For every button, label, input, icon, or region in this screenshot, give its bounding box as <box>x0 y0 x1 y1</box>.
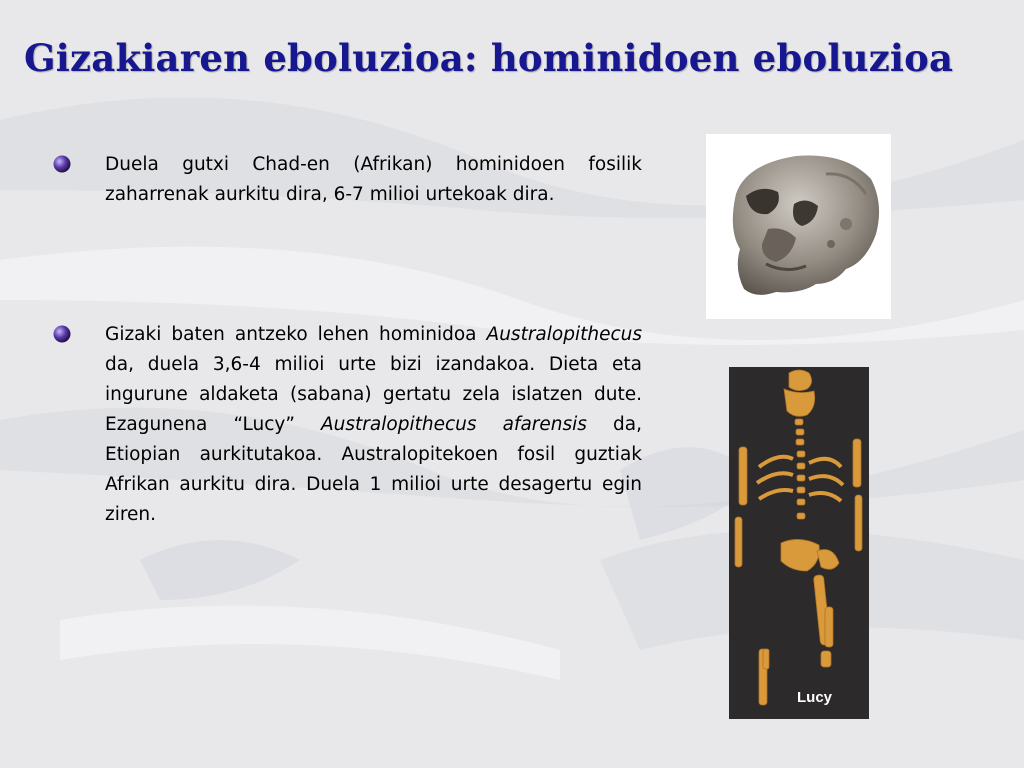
lucy-skeleton-icon <box>729 367 869 719</box>
species-name: Australopithecus afarensis <box>321 414 587 435</box>
purple-sphere-bullet-icon <box>52 324 72 344</box>
bullet-text-part: da, Etiopian aurkitutakoa. Australopitekoen fosil guztiak Afrikan aurkitu dira. Duela 1 milioi urte desagertu egin ziren. <box>105 414 642 525</box>
bullet-text-part: Duela gutxi Chad-en (Afrikan) hominidoen fosilik zaharrenak aurkitu dira, 6-7 milioi urtekoak dira. <box>105 154 642 205</box>
skull-fossil-photo <box>706 134 891 319</box>
bullet-text <box>105 320 642 530</box>
bullet-item-chad-fossils <box>52 150 642 210</box>
bullet-text-part: da, duela 3,6-4 milioi urte bizi izandakoa. Dieta eta ingurune aldaketa (sabana) gertatu zela islatzen dute. Ezagunena “Lucy” <box>105 354 642 435</box>
purple-sphere-bullet-icon <box>52 154 72 174</box>
bullet-text-part: Gizaki baten antzeko lehen hominidoa <box>105 324 487 345</box>
skull-fossil-icon <box>706 134 891 319</box>
slide-title: Gizakiaren eboluzioa: hominidoen eboluzioa <box>24 36 954 80</box>
lucy-skeleton-photo <box>729 367 869 719</box>
bullet-text <box>105 150 642 210</box>
species-name: Australopithecus <box>486 324 642 345</box>
bullet-item-australopithecus <box>52 320 642 530</box>
lucy-caption: Lucy <box>797 689 833 706</box>
